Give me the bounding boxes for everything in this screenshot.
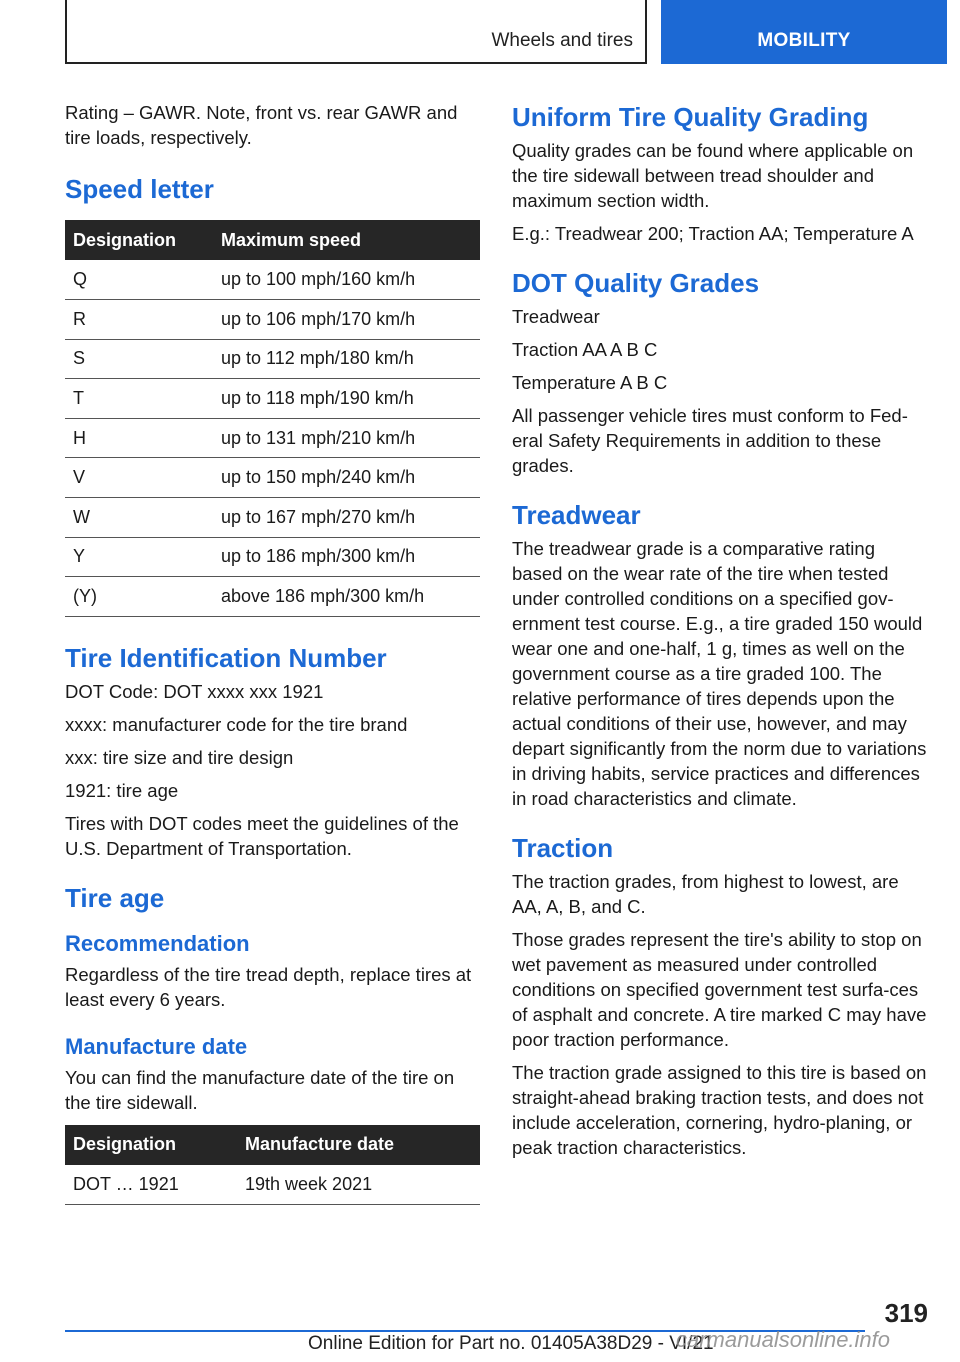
tin-line: 1921: tire age [65,779,179,801]
speed-letter-table [65,220,480,617]
designation-cell: Y [65,537,213,577]
traction-text: The traction grades, from highest to lowest, are AA, A, B, and C. [512,871,899,917]
column-header: Manufacture date [237,1125,480,1165]
edition-text: Online Edition for Part no. 01405A38D29 - VI/21 [308,1333,714,1354]
designation-cell: R [65,300,213,340]
table-row [65,498,480,538]
right-column [512,100,930,1168]
tin-line: xxx: tire size and tire design [65,746,294,768]
header-frame [65,0,647,64]
speed-cell: up to 186 mph/300 km/h [213,537,480,577]
table-row [65,537,480,577]
dot-line: Traction AA A B C [512,339,658,360]
table-header-row [65,1125,480,1165]
designation-cell: T [65,379,213,419]
table-row [65,379,480,419]
chapter-tab-label: MOBILITY [757,30,851,51]
speed-cell: above 186 mph/300 km/h [213,577,480,617]
section-title: Wheels and tires [491,30,633,51]
designation-cell: S [65,339,213,379]
speed-cell: up to 100 mph/160 km/h [213,260,480,300]
designation-cell: Q [65,260,213,300]
manufacture-date-heading: Manufacture date [65,1033,248,1059]
designation-cell: H [65,418,213,458]
watermark: carmanualsonline.info [676,1327,891,1352]
speed-cell: up to 131 mph/210 km/h [213,418,480,458]
table-row [65,1165,480,1205]
dot-line: All passenger vehicle tires must conform to Fed‐eral Safety Requirements in addition to these grades. [512,405,908,476]
chapter-tab-mobility[interactable] [661,0,947,64]
designation-cell: V [65,458,213,498]
traction-heading: Traction [512,833,614,863]
speed-cell: up to 167 mph/270 km/h [213,498,480,538]
table-row [65,300,480,340]
dot-line: Treadwear [512,306,600,327]
tin-line: DOT Code: DOT xxxx xxx 1921 [65,680,324,702]
utqg-example: E.g.: Treadwear 200; Traction AA; Temperature A [512,223,914,244]
speed-cell: up to 106 mph/170 km/h [213,300,480,340]
manufacture-date-cell: 19th week 2021 [237,1165,480,1205]
treadwear-text: The treadwear grade is a comparative rating based on the wear rate of the tire when tested under controlled conditions on a specified gov‐ernment test course. E.g., a tire graded 150 would wear one and one-half, 1 g, times as well on the government course as a tire graded 100. The relative performance of tires depends upon the actual conditions of their use, however, and may depart significantly from the norm due to variations in driving habits, service practices and differences in road characteristics and climate. [512,538,927,809]
utqg-heading: Uniform Tire Quality Grading [512,102,869,132]
tin-line: xxxx: manufacturer code for the tire brand [65,713,408,735]
table-row [65,418,480,458]
page-number: 319 [884,1298,928,1328]
recommendation-heading: Recommendation [65,930,250,956]
tin-line: Tires with DOT codes meet the guidelines of the U.S. Department of Transportation. [65,812,459,859]
table-row [65,577,480,617]
speed-cell: up to 112 mph/180 km/h [213,339,480,379]
designation-cell: DOT … 1921 [65,1165,237,1205]
table-header-row [65,220,480,260]
speed-cell: up to 118 mph/190 km/h [213,379,480,419]
traction-text: Those grades represent the tire's ability to stop on wet pavement as measured under controlled conditions on specified government test surfa‐ces of asphalt and concrete. A tire marked C may have poor traction performance. [512,929,927,1050]
intro-text: Rating – GAWR. Note, front vs. rear GAWR and tire loads, respectively. [65,102,458,148]
traction-text: The traction grade assigned to this tire is based on straight-ahead braking traction tests, and does not include acceleration, cornering, hydro‐planing, or peak traction characteristics. [512,1062,927,1158]
speed-cell: up to 150 mph/240 km/h [213,458,480,498]
manufacture-date-table [65,1125,480,1205]
column-header: Maximum speed [213,220,480,260]
table-row [65,339,480,379]
dot-line: Temperature A B C [512,372,668,393]
utqg-text: Quality grades can be found where applicable on the tire sidewall between tread shoulder and maximum section width. [512,140,914,211]
designation-cell: W [65,498,213,538]
table-row [65,458,480,498]
manufacture-date-text: You can find the manufacture date of the tire on the tire sidewall. [65,1066,455,1113]
left-column [65,100,480,1205]
recommendation-text: Regardless of the tire tread depth, replace tires at least every 6 years. [65,963,472,1010]
treadwear-heading: Treadwear [512,500,641,530]
dot-grades-heading: DOT Quality Grades [512,268,760,298]
tin-heading: Tire Identification Number [65,642,387,673]
tire-age-heading: Tire age [65,882,165,913]
speed-letter-heading: Speed letter [65,174,214,204]
column-header: Designation [65,220,213,260]
designation-cell: (Y) [65,577,213,617]
table-row [65,260,480,300]
column-header: Designation [65,1125,237,1165]
